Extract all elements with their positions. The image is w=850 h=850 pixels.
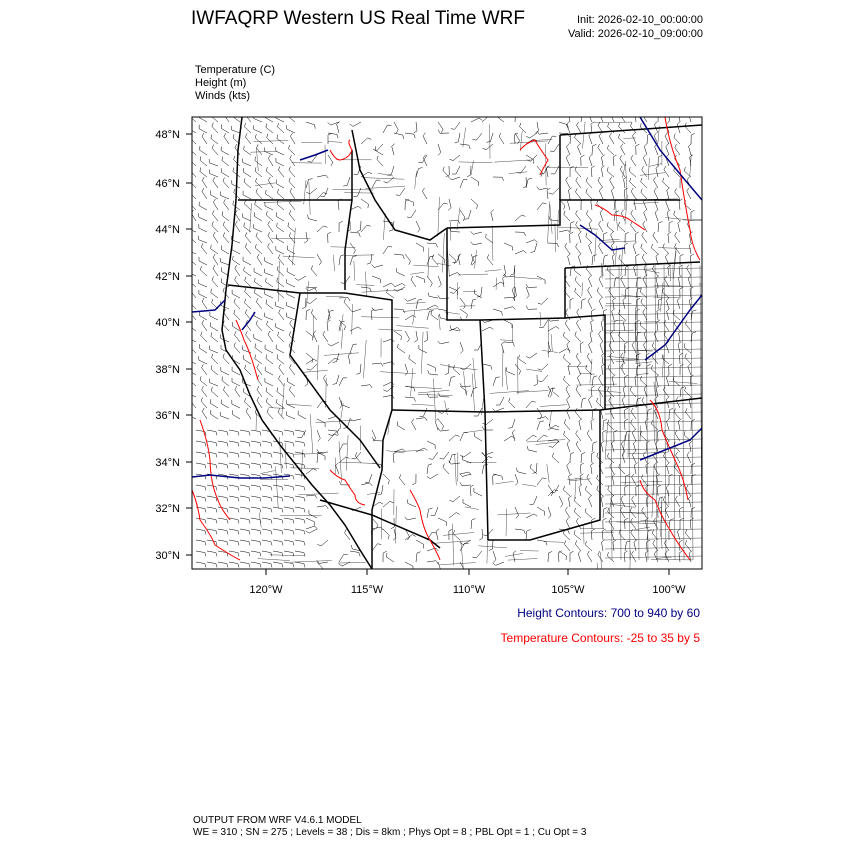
wind-barb-flag <box>190 299 191 303</box>
field-height: Height (m) <box>195 77 247 89</box>
lat-tick-label: 34°N <box>155 457 180 469</box>
longitude-axis <box>249 569 686 596</box>
wind-barb-flag <box>190 178 192 182</box>
lat-tick-label: 40°N <box>155 317 180 329</box>
wind-barb-flag <box>658 111 662 113</box>
lat-tick-label: 30°N <box>155 550 180 562</box>
lat-tick-label: 32°N <box>155 503 180 515</box>
wind-barb-flag <box>189 376 190 380</box>
wind-barb-flag <box>233 113 234 117</box>
footer-config-line: WE = 310 ; SN = 275 ; Levels = 38 ; Dis = 8km ; Phys Opt = 8 ; PBL Opt = 1 ; Cu Opt = 3 <box>193 827 587 838</box>
wind-barb-flag <box>670 112 674 113</box>
wind-barb-flag <box>189 343 190 347</box>
wind-barb-flag <box>588 111 591 114</box>
height-contour-note: Height Contours: 700 to 940 by 60 <box>517 606 700 620</box>
wind-barb-flag <box>189 255 190 259</box>
wind-barb-flag <box>211 112 212 116</box>
wind-barb-flag <box>190 189 191 193</box>
lon-tick-label: 100°W <box>652 584 686 596</box>
lat-tick-label: 46°N <box>155 178 180 190</box>
wind-barb-flag <box>245 111 247 115</box>
wind-barb-flag <box>688 111 691 114</box>
wind-barb-flag <box>599 111 602 114</box>
wind-barb-flag <box>438 571 441 574</box>
wind-barb-flag <box>288 112 289 116</box>
lon-tick-label: 115°W <box>350 584 384 596</box>
wind-barb-flag <box>190 167 192 171</box>
latitude-axis <box>155 129 192 562</box>
wind-barb-flag <box>635 111 638 113</box>
wind-barb-flag <box>189 112 190 116</box>
wind-barb-flag <box>620 111 622 115</box>
plot-title: IWFAQRP Western US Real Time WRF <box>191 8 525 29</box>
wind-barb-flag <box>582 112 586 113</box>
wind-barb-flag <box>679 111 682 113</box>
wind-barb-flag <box>611 111 614 114</box>
county-line <box>699 282 736 284</box>
footer-model-line: OUTPUT FROM WRF V4.6.1 MODEL <box>193 815 362 826</box>
wind-barb-flag <box>642 111 644 115</box>
wind-barb-flag <box>190 156 191 160</box>
wind-barb-flag <box>188 124 189 128</box>
wind-barb-flag <box>224 111 226 115</box>
wind-barb-flag <box>190 200 191 204</box>
wind-barb-flag <box>189 233 190 237</box>
valid-value: 2026-02-10_09:00:00 <box>597 28 703 40</box>
temperature-contour-note: Temperature Contours: -25 to 35 by 5 <box>500 631 700 645</box>
wind-barb-flag <box>189 145 190 149</box>
lon-tick-label: 120°W <box>249 584 283 596</box>
lat-tick-label: 48°N <box>155 129 180 141</box>
valid-label: Valid: <box>568 28 595 40</box>
wind-barb-flag <box>569 111 572 113</box>
lat-tick-label: 44°N <box>155 224 180 236</box>
wind-barb-flag <box>516 111 520 113</box>
lon-tick-label: 110°W <box>452 584 486 596</box>
field-temperature: Temperature (C) <box>195 64 276 76</box>
wind-barb-flag <box>497 113 498 117</box>
lat-tick-label: 42°N <box>155 271 180 283</box>
wind-barb-flag <box>189 277 190 281</box>
lat-tick-label: 38°N <box>155 364 180 376</box>
lat-tick-label: 36°N <box>155 410 180 422</box>
field-winds: Winds (kts) <box>195 90 250 102</box>
model-info-footer <box>193 815 586 839</box>
init-label: Init: <box>576 14 595 26</box>
wind-barb-flag <box>462 570 464 573</box>
init-value: 2026-02-10_00:00:00 <box>597 14 703 26</box>
lon-tick-label: 105°W <box>551 584 585 596</box>
